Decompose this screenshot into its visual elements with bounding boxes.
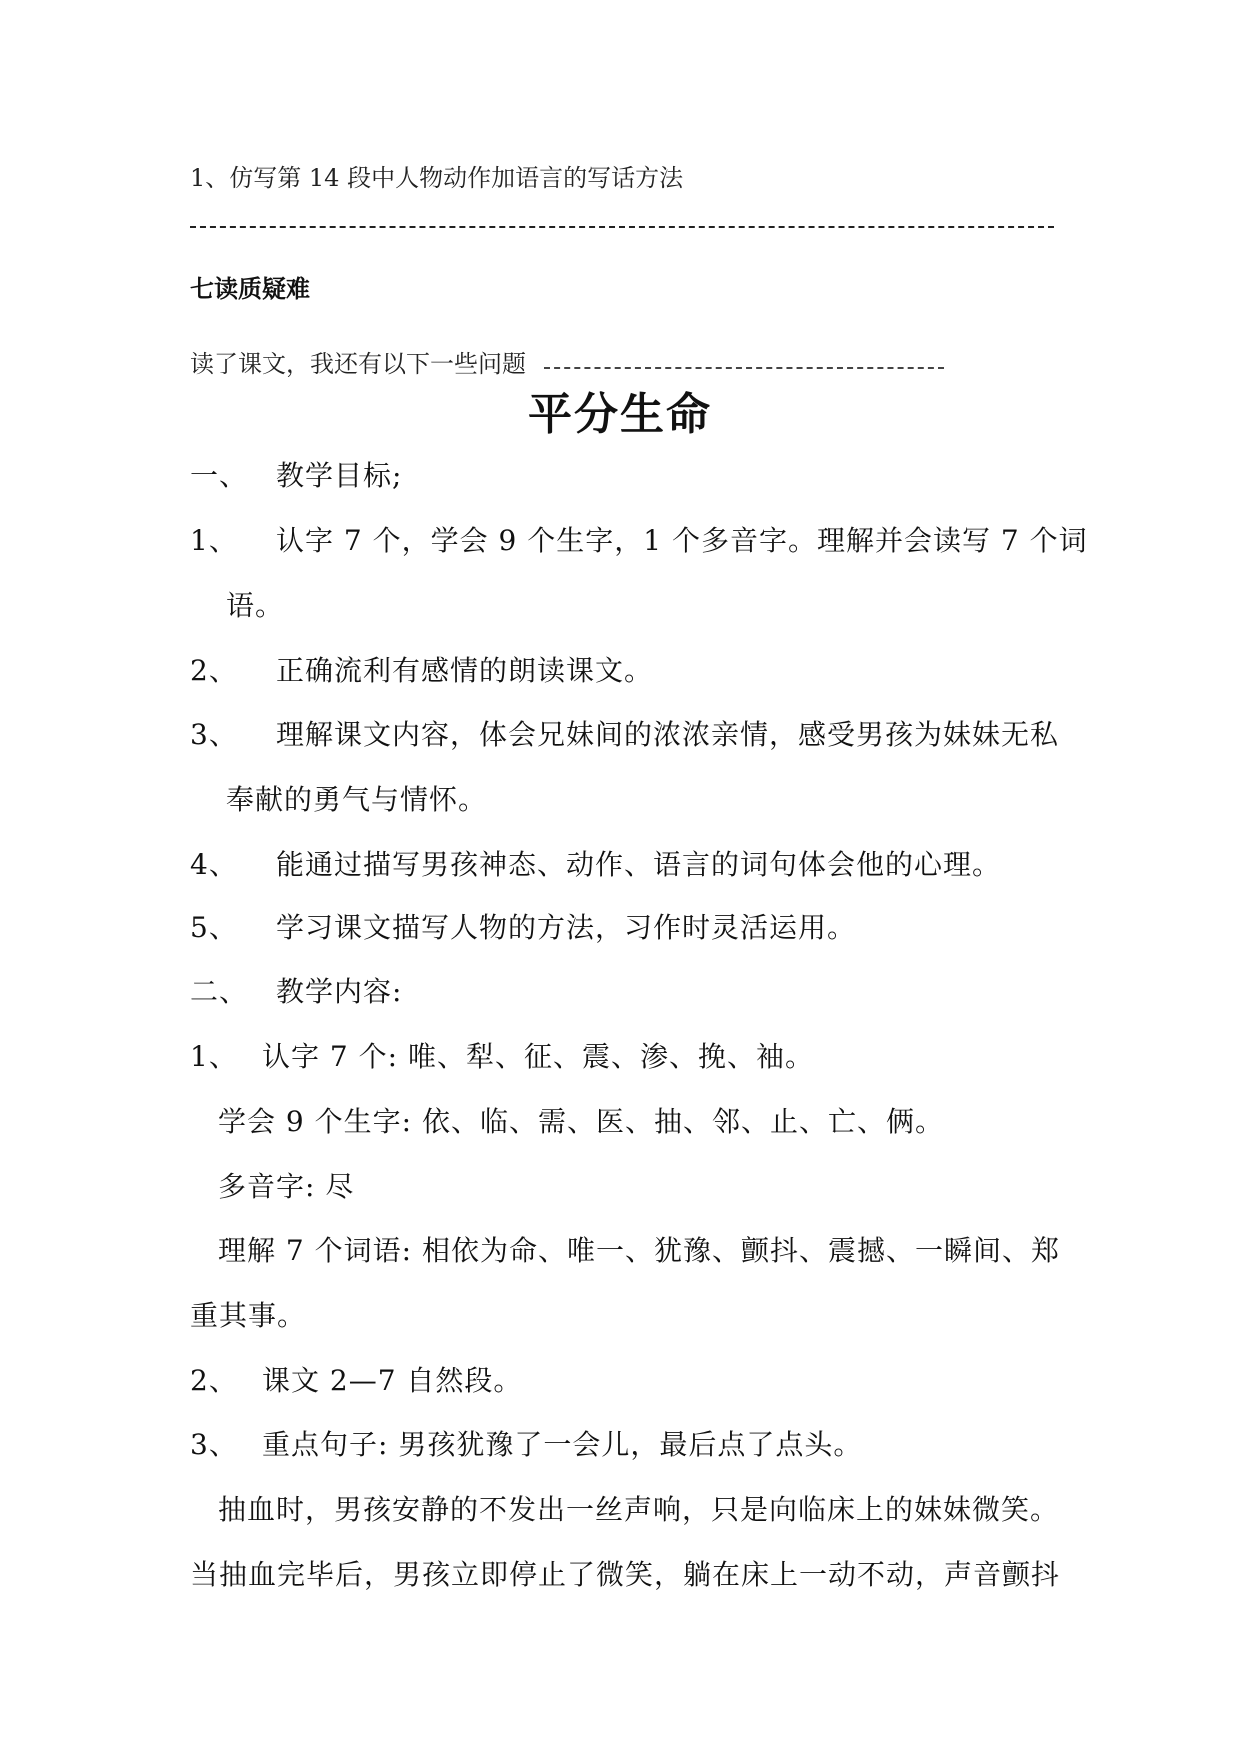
- item-number: 3、: [190, 1428, 238, 1461]
- question-prompt: 读了课文，我还有以下一些问题: [190, 350, 526, 378]
- goal-item-2: [190, 654, 654, 687]
- item-text: 能通过描写男孩神态、动作、语言的词句体会他的心理。: [276, 848, 1002, 881]
- content-item-1: [190, 1040, 814, 1073]
- goal-item-4: [190, 848, 1002, 881]
- goal-item-3-continuation: 奉献的勇气与情怀。: [226, 783, 488, 816]
- content-item-2: [190, 1364, 523, 1397]
- item-number: 2、: [190, 654, 238, 687]
- item-number: 4、: [190, 848, 238, 881]
- item-text: 理解课文内容，体会兄妹间的浓浓亲情，感受男孩为妹妹无私: [276, 718, 1060, 751]
- task-1-text: 1、仿写第 14 段中人物动作加语言的写话方法: [190, 164, 684, 192]
- goal-item-1: [190, 524, 1088, 557]
- item-number: 1、: [190, 1040, 238, 1073]
- item-number: 3、: [190, 718, 238, 751]
- answer-line: [190, 226, 1054, 228]
- content-learn-chars: 学会 9 个生字: 依、临、需、医、抽、邻、止、亡、俩。: [218, 1105, 944, 1138]
- goal-item-5: [190, 911, 857, 944]
- content-words-continuation: 重其事。: [190, 1299, 307, 1332]
- content-paragraph-2: 当抽血完毕后，男孩立即停止了微笑，躺在床上一动不动，声音颤抖: [190, 1558, 1061, 1591]
- goal-item-1-continuation: 语。: [226, 589, 285, 622]
- document-title: 平分生命: [528, 389, 712, 440]
- content-words: 理解 7 个词语: 相依为命、唯一、犹豫、颤抖、震撼、一瞬间、郑: [218, 1234, 1060, 1267]
- section-2-heading: [190, 975, 403, 1008]
- question-answer-line: [544, 367, 944, 369]
- item-text: 重点句子: 男孩犹豫了一会儿，最后点了点头。: [262, 1428, 863, 1461]
- section-1-heading: [190, 459, 403, 492]
- section-title: 教学目标;: [276, 459, 403, 492]
- content-item-3: [190, 1428, 863, 1461]
- item-text: 正确流利有感情的朗读课文。: [276, 654, 654, 687]
- item-text: 学习课文描写人物的方法，习作时灵活运用。: [276, 911, 857, 944]
- section-number: 一、: [190, 459, 249, 492]
- content-paragraph-1: 抽血时，男孩安静的不发出一丝声响，只是向临床上的妹妹微笑。: [218, 1493, 1060, 1526]
- item-text: 认字 7 个: 唯、犁、征、震、渗、挽、袖。: [262, 1040, 814, 1073]
- goal-item-3: [190, 718, 1060, 751]
- item-number: 2、: [190, 1364, 238, 1397]
- section-7-heading: 七读质疑难: [190, 274, 310, 303]
- item-text: 认字 7 个，学会 9 个生字，1 个多音字。理解并会读写 7 个词: [276, 524, 1088, 557]
- section-title: 教学内容:: [276, 975, 403, 1008]
- content-polyphonic: 多音字: 尽: [218, 1170, 355, 1203]
- item-number: 5、: [190, 911, 238, 944]
- item-text: 课文 2—7 自然段。: [262, 1364, 523, 1397]
- item-number: 1、: [190, 524, 238, 557]
- section-number: 二、: [190, 975, 249, 1008]
